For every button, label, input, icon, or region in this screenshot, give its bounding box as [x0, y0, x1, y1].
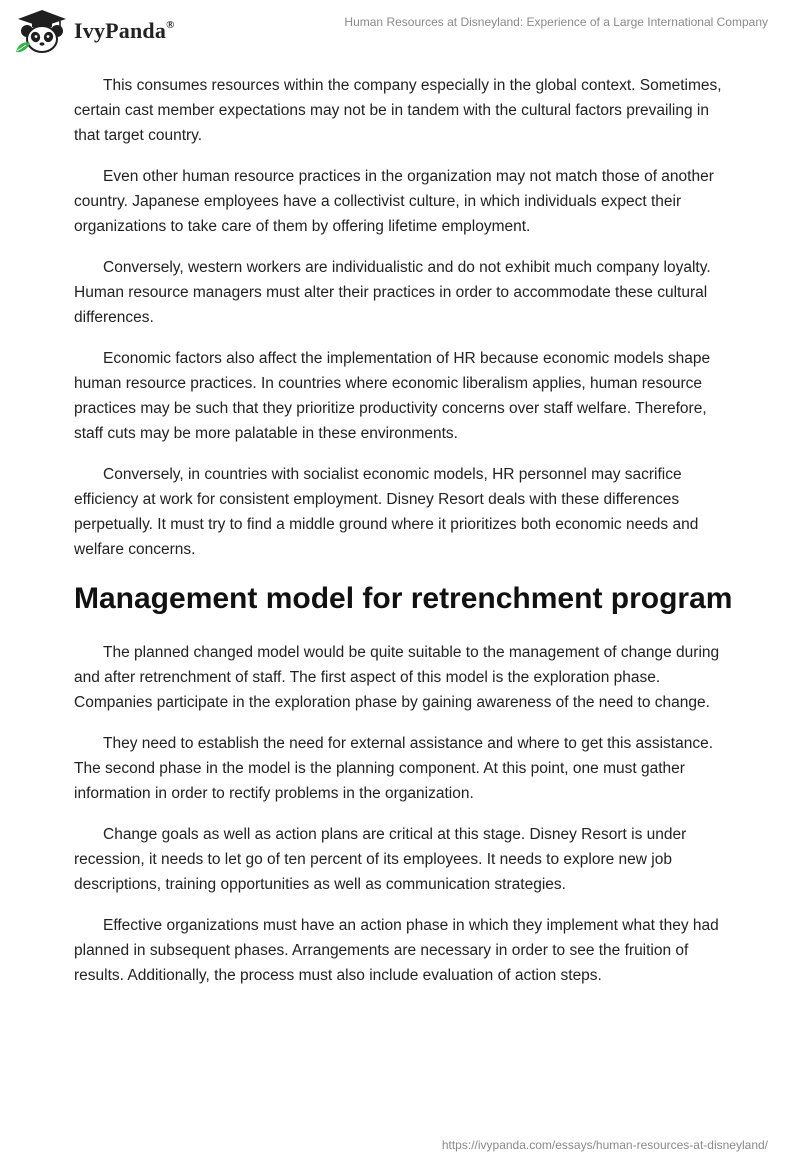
- source-url[interactable]: https://ivypanda.com/essays/human-resources-at-disneyland/: [441, 1138, 768, 1152]
- paragraph: Conversely, in countries with socialist economic models, HR personnel may sacrifice efficiency at work for consistent employment. Disney Resort deals with these differences perpetually. It must try to find a middle ground where it prioritizes both economic needs and welfare concerns.: [74, 466, 699, 558]
- paragraph: They need to establish the need for external assistance and where to get this assistance. The second phase in the model is the planning component. At this point, one must gather information in order to rectify problems in the organization.: [74, 735, 714, 802]
- paragraph: Economic factors also affect the implementation of HR because economic models shape human resource practices. In countries where economic liberalism applies, human resource practices may be such that they prioritize productivity concerns over staff welfare. Therefore, staff cuts may be more palatable in these environments.: [74, 350, 711, 442]
- paragraph: Conversely, western workers are individualistic and do not exhibit much company loyalty. Human resource managers must alter their practices in order to accommodate these cultural differences.: [74, 259, 711, 326]
- section-heading: Management model for retrenchment program: [74, 582, 733, 615]
- ivypanda-logo[interactable]: [14, 8, 175, 54]
- paragraph: This consumes resources within the company especially in the global context. Sometimes, certain cast member expectations may not be in tandem with the cultural factors prevailing in that target country.: [74, 77, 722, 144]
- paragraph: Effective organizations must have an action phase in which they implement what they had planned in subsequent phases. Arrangements are necessary in order to see the fruition of results. Additionally, the process must also include evaluation of action steps.: [74, 917, 719, 984]
- paragraph: The planned changed model would be quite suitable to the management of change during and after retrenchment of staff. The first aspect of this model is the exploration phase. Companies participate in the exploration phase by gaining awareness of the need to change.: [74, 644, 720, 711]
- paragraph: Change goals as well as action plans are critical at this stage. Disney Resort is under recession, it needs to let go of ten percent of its employees. It needs to explore new job descriptions, training opportunities as well as communication strategies.: [74, 826, 687, 893]
- paragraph: Even other human resource practices in the organization may not match those of another country. Japanese employees have a collectivist culture, in which individuals expect their organizations to take care of them by offering lifetime employment.: [74, 168, 714, 235]
- brand-name: IvyPanda®: [74, 18, 175, 43]
- essay-body: [74, 73, 734, 1004]
- document-title: Human Resources at Disneyland: Experience of a Large International Company: [344, 15, 768, 29]
- panda-graduate-icon: [14, 8, 70, 54]
- page-header: [0, 0, 800, 60]
